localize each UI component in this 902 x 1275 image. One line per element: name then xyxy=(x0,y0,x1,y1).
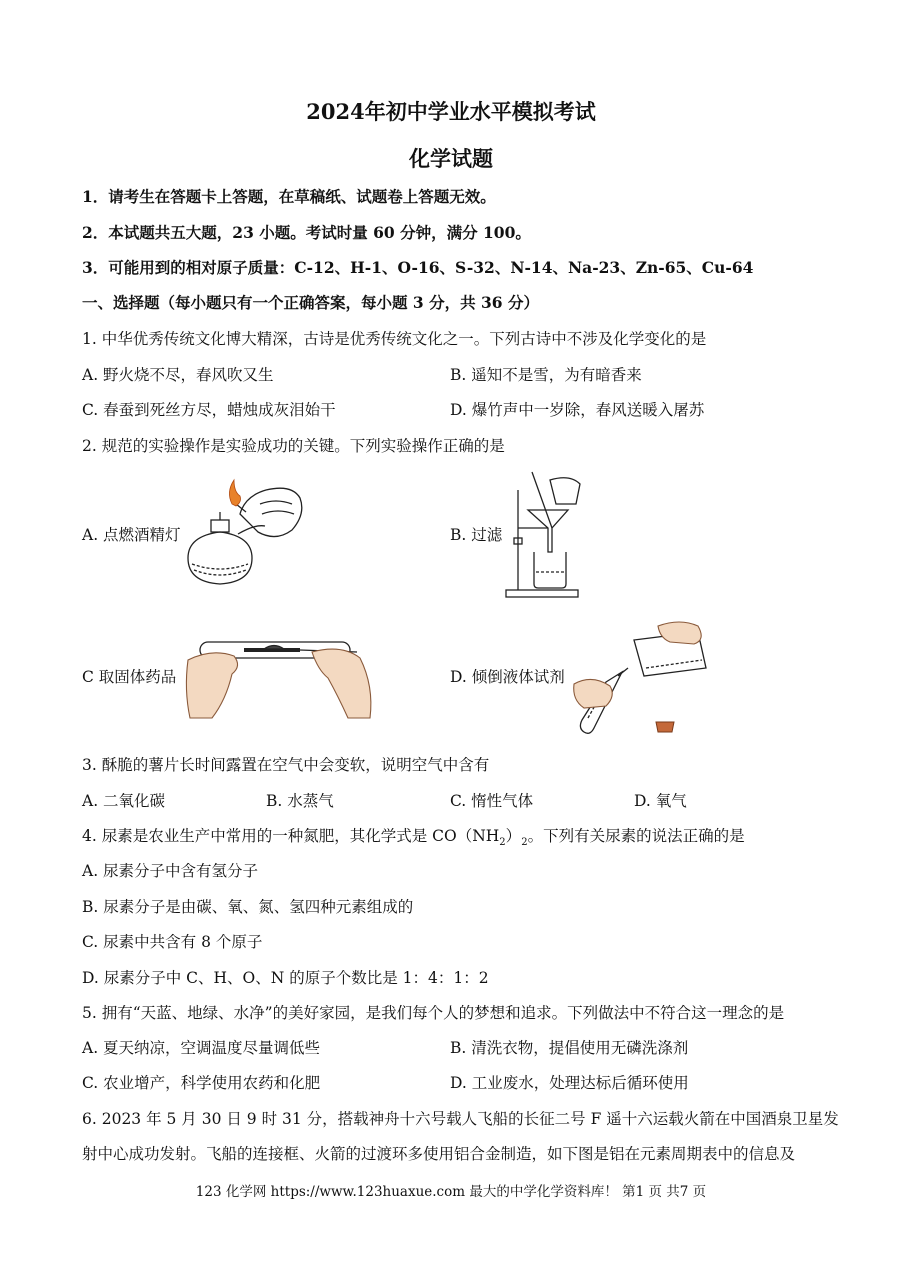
alcohol-lamp-figure xyxy=(180,474,315,592)
q5-option-a: A. 夏天纳凉，空调温度尽量调低些 xyxy=(82,1039,321,1057)
q4-option-d: D. 尿素分子中 C、H、O、N 的原子个数比是 1：4：1：2 xyxy=(82,969,489,987)
q4-stem-text: ） xyxy=(505,827,522,845)
test-tube-solid-figure xyxy=(182,630,377,720)
right-hand-icon xyxy=(312,649,371,718)
q5-option-c: C. 农业增产，科学使用农药和化肥 xyxy=(82,1074,321,1092)
q3-option-d: D. 氧气 xyxy=(634,792,687,810)
instruction-3: 3．可能用到的相对原子质量：C-12、H-1、O-16、S-32、N-14、Na-23、Zn-65、Cu-64 xyxy=(82,258,754,277)
q3-stem: 3. 酥脆的薯片长时间露置在空气中会变软，说明空气中含有 xyxy=(82,756,490,774)
q2-option-a: A. 点燃酒精灯 xyxy=(82,526,181,544)
q4-stem-text: 。下列有关尿素的说法正确的是 xyxy=(527,827,745,845)
section-heading: 一、选择题（每小题只有一个正确答案，每小题 3 分，共 36 分） xyxy=(82,293,539,312)
stopper-icon xyxy=(656,722,674,732)
q2-option-c: C 取固体药品 xyxy=(82,668,177,686)
q3-option-c: C. 惰性气体 xyxy=(450,792,534,810)
exam-title: 2024年初中学业水平模拟考试 xyxy=(306,99,596,124)
q5-stem: 5. 拥有“天蓝、地绿、水净”的美好家园，是我们每个人的梦想和追求。下列做法中不符合这一理念的是 xyxy=(82,1004,785,1022)
instruction-1: 1．请考生在答题卡上答题，在草稿纸、试题卷上答题无效。 xyxy=(82,187,496,206)
q5-option-b: B. 清洗衣物，提倡使用无磷洗涤剂 xyxy=(450,1039,689,1057)
q2-option-b: B. 过滤 xyxy=(450,526,503,544)
hand-icon xyxy=(574,679,613,708)
q2-option-d: D. 倾倒液体试剂 xyxy=(450,668,565,686)
q1-stem: 1. 中华优秀传统文化博大精深，古诗是优秀传统文化之一。下列古诗中不涉及化学变化的是 xyxy=(82,330,707,348)
q4-option-a: A. 尿素分子中含有氢分子 xyxy=(82,862,259,880)
q4-option-b: B. 尿素分子是由碳、氧、氮、氢四种元素组成的 xyxy=(82,898,414,916)
q3-option-a: A. 二氧化碳 xyxy=(82,792,166,810)
q6-line-2: 射中心成功发射。飞船的连接框、火箭的过渡环多使用铝合金制造，如下图是铝在元素周期表中的信息及 xyxy=(82,1145,796,1163)
hand-icon xyxy=(658,622,701,644)
exam-subtitle: 化学试题 xyxy=(409,146,493,171)
q1-option-d: D. 爆竹声中一岁除，春风送暖入屠苏 xyxy=(450,401,705,419)
q4-subscript: 2 xyxy=(499,837,506,849)
page-footer: 123 化学网 https://www.123huaxue.com 最大的中学化学资料库！ 第1 页 共7 页 xyxy=(195,1184,707,1200)
flame-icon xyxy=(229,480,240,506)
q1-option-b: B. 遥知不是雪，为有暗香来 xyxy=(450,366,642,384)
q4-option-c: C. 尿素中共含有 8 个原子 xyxy=(82,933,263,951)
q4-subscript: 2 xyxy=(521,837,528,849)
q6-line-1: 6. 2023 年 5 月 30 日 9 时 31 分，搭载神舟十六号载人飞船的长征二号 F 遥十六运载火箭在中国酒泉卫星发 xyxy=(82,1110,839,1128)
q1-option-a: A. 野火烧不尽，春风吹又生 xyxy=(82,366,274,384)
q4-stem xyxy=(82,825,745,854)
left-hand-icon xyxy=(186,653,237,718)
q2-stem: 2. 规范的实验操作是实验成功的关键。下列实验操作正确的是 xyxy=(82,437,505,455)
filtration-figure xyxy=(500,468,590,600)
instruction-2: 2．本试题共五大题，23 小题。考试时量 60 分钟，满分 100。 xyxy=(82,223,531,242)
q1-option-c: C. 春蚕到死丝方尽，蜡烛成灰泪始干 xyxy=(82,401,336,419)
pouring-liquid-figure xyxy=(570,616,715,738)
q4-stem-text: 4. 尿素是农业生产中常用的一种氮肥，其化学式是 CO（NH xyxy=(82,827,500,845)
q3-option-b: B. 水蒸气 xyxy=(266,792,334,810)
q5-option-d: D. 工业废水，处理达标后循环使用 xyxy=(450,1074,689,1092)
